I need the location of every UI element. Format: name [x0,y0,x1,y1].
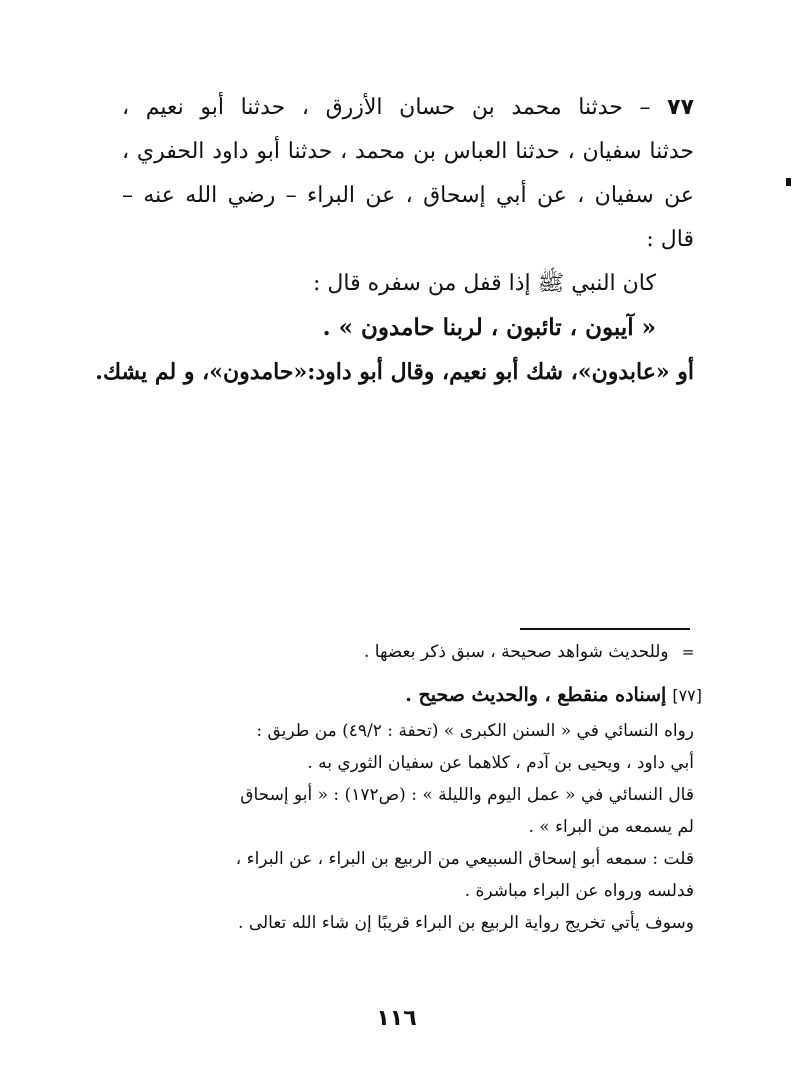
footnote-line: رواه النسائي في « السنن الكبرى » (تحفة : ٤٩/٢) من طريق : [256,721,694,741]
footnote-divider [520,628,690,630]
margin-mark [786,178,791,186]
footnote-line: فدلسه ورواه عن البراء مباشرة . [464,881,694,901]
footnote-heading: [٧٧] إسناده منقطع ، والحديث صحيح . [405,684,702,706]
footnote-line: قلت : سمعه أبو إسحاق السبيعي من الربيع بن البراء ، عن البراء ، [235,849,694,869]
footnote-line: قال النسائي في « عمل اليوم والليلة » : (ص١٧٢) : « أبو إسحاق [240,785,694,805]
hadith-line-2: حدثنا سفيان ، حدثنا العباس بن محمد ، حدثنا أبو داود الحفري ، [122,139,694,164]
footnote-ref: [٧٧] [672,686,702,705]
hadith-line-4: قال : [646,227,694,252]
footnote-line: لم يسمعه من البراء » . [528,817,694,837]
footnote-line: أبي داود ، ويحيى بن آدم ، كلاهما عن سفيان الثوري به . [307,753,694,773]
hadith-line-3: عن سفيان ، عن أبي إسحاق ، عن البراء – رضي الله عنه – [122,183,694,208]
hadith-text [95,86,694,394]
hadith-line-5: كان النبي ﷺ إذا قفل من سفره قال : [313,271,656,296]
footnote-line: وسوف يأتي تخريج رواية الربيع بن البراء قريبًا إن شاء الله تعالى . [238,913,694,933]
hadith-number: ٧٧ [667,95,694,120]
hadith-line-1: ٧٧ – حدثنا محمد بن حسان الأزرق ، حدثنا أبو نعيم ، [122,95,694,120]
footnote-body [130,715,702,939]
footnotes [130,636,702,939]
hadith-note: أو «عابدون»، شك أبو نعيم، وقال أبو داود:«حامدون»، و لم يشك. [95,359,694,385]
footnote-continuation: = وللحديث شواهد صحيحة ، سبق ذكر بعضها . [130,636,702,668]
continuation-marker: = [681,643,695,661]
page-number: ١١٦ [376,1006,417,1031]
hadith-quote: « آيبون ، تائبون ، لربنا حامدون » . [322,314,656,341]
